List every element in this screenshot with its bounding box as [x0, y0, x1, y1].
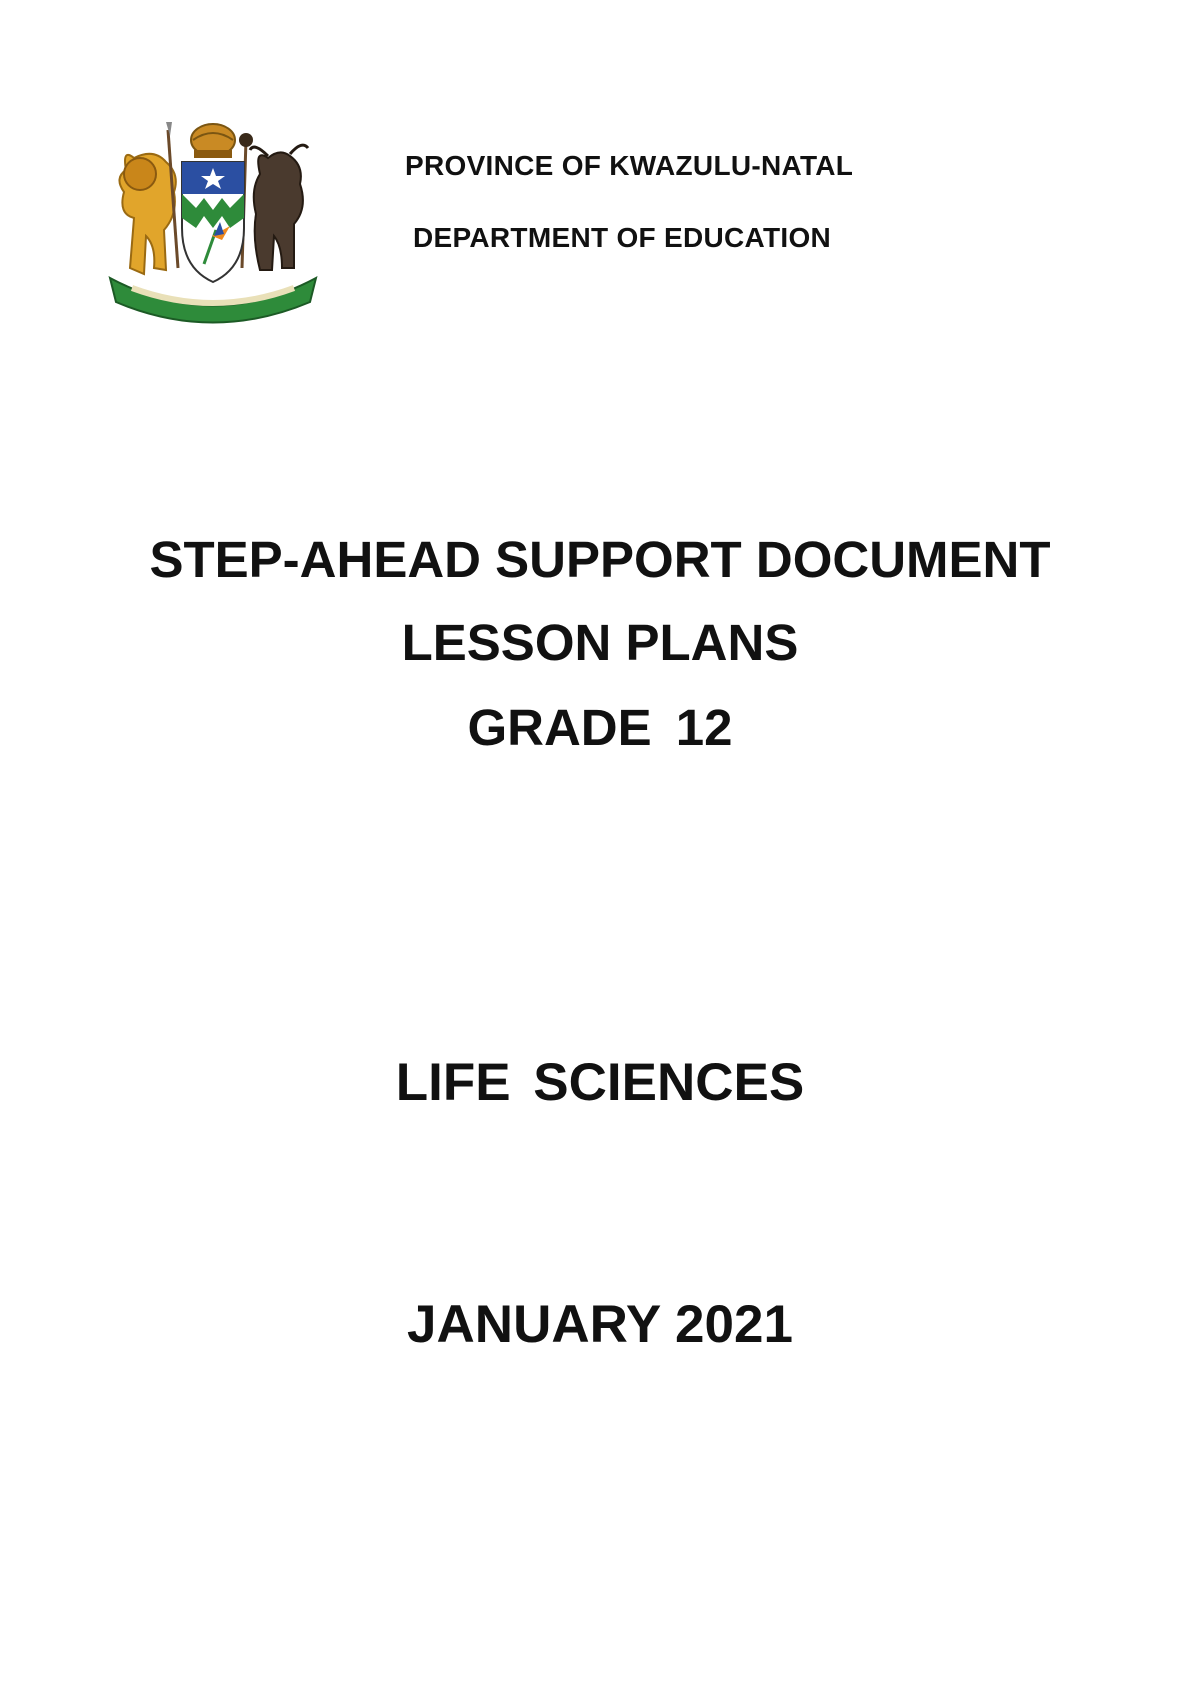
coat-of-arms-icon: [104, 118, 322, 328]
document-subtitle: LESSON PLANS: [401, 614, 799, 671]
subject-title: LIFE SCIENCES: [395, 1053, 805, 1112]
province-heading: PROVINCE OF KWAZULU-NATAL: [405, 150, 854, 181]
grade-label: GRADE 12: [467, 699, 733, 756]
department-heading: DEPARTMENT OF EDUCATION: [413, 222, 832, 253]
date-label: JANUARY 2021: [407, 1295, 793, 1354]
document-title: STEP-AHEAD SUPPORT DOCUMENT: [149, 531, 1051, 588]
